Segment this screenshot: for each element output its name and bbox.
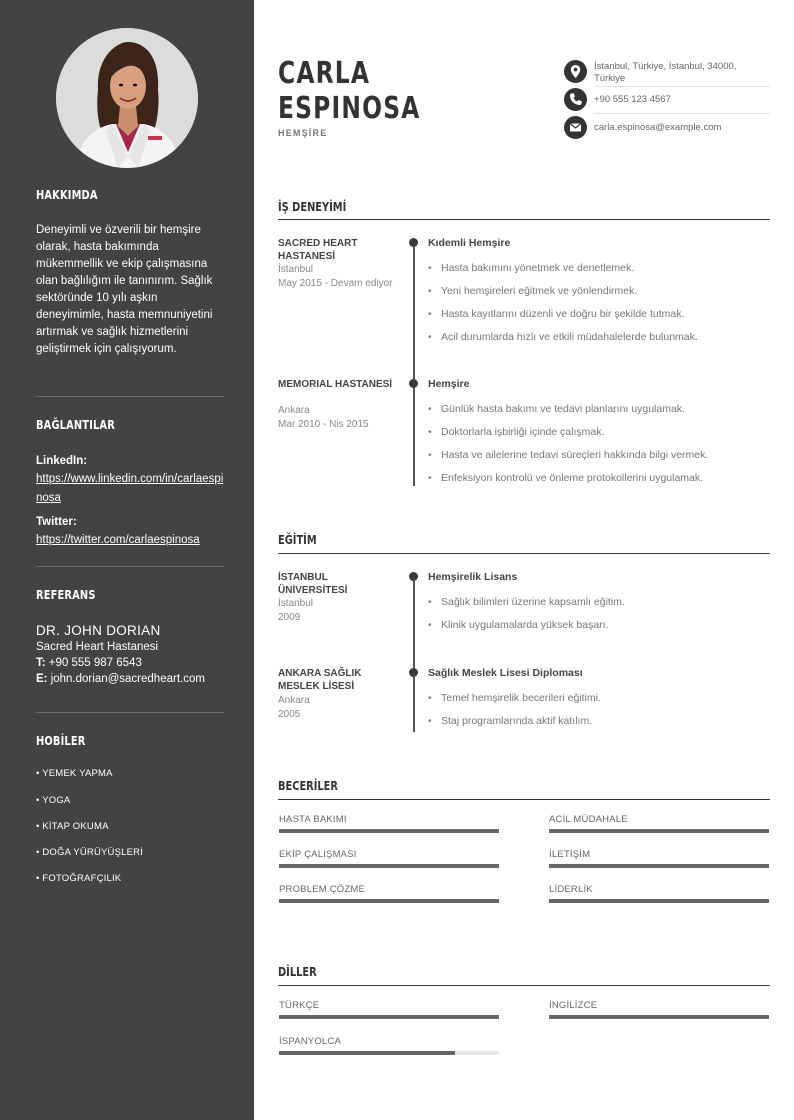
contact-address: İstanbul, Türkiye, İstanbul, 34000, Türkiye bbox=[594, 61, 737, 84]
language-bar-fill bbox=[549, 1015, 769, 1019]
experience-timeline bbox=[413, 242, 415, 486]
last-name: ESPINOSA bbox=[278, 91, 421, 126]
skill-label: EKİP ÇALIŞMASI bbox=[279, 849, 357, 860]
link-twitter bbox=[36, 515, 224, 549]
experience-dates: Mar 2010 - Nis 2015 bbox=[278, 419, 369, 430]
reference-org: Sacred Heart Hastanesi bbox=[36, 641, 159, 653]
reference-body bbox=[36, 622, 224, 687]
experience-bullet: • Acil durumlarda hızlı ve etkili müdahalelerde bulunmak. bbox=[428, 331, 698, 344]
reference-phone: +90 555 987 6543 bbox=[48, 657, 142, 669]
timeline-dot bbox=[409, 379, 418, 388]
contact-phone-row bbox=[564, 88, 770, 112]
reference-section bbox=[36, 588, 224, 602]
experience-bullet: • Hasta kayıtlarını düzenli ve doğru bir şekilde tutmak. bbox=[428, 308, 684, 321]
language-bar bbox=[279, 1015, 499, 1019]
education-heading: EĞİTİM bbox=[278, 533, 317, 547]
twitter-link[interactable]: https://twitter.com/carlaespinosa bbox=[36, 534, 200, 546]
experience-meta bbox=[278, 263, 396, 291]
education-bullet: • Sağlık bilimleri üzerine kapsamlı eğitim. bbox=[428, 596, 625, 609]
linkedin-label: LinkedIn: bbox=[36, 455, 88, 467]
skill-bar bbox=[549, 829, 769, 833]
skill-label: İLETİŞİM bbox=[549, 849, 591, 860]
experience-org: MEMORIAL HASTANESİ bbox=[278, 379, 393, 390]
skill-bar-fill bbox=[279, 829, 499, 833]
hobbies-heading: HOBİLER bbox=[36, 734, 86, 748]
education-location: İstanbul bbox=[278, 598, 314, 609]
education-rule bbox=[278, 553, 770, 554]
reference-heading: REFERANS bbox=[36, 588, 96, 602]
skill-bar-fill bbox=[549, 829, 769, 833]
about-text: Deneyimli ve özverili bir hemşire olarak, hasta bakımında mükemmellik ve ekip çalışmasına olan bağlılığım ile tanınırım. Sağlık sektöründe 10 yılı aşkın deneyimimle, hasta memnuniyetini artırmak ve sağlık hizmetlerini geliştirmek için çalışıyorum. bbox=[36, 224, 213, 355]
hobby-item: • FOTOĞRAFÇILIK bbox=[36, 873, 122, 884]
skill-label: HASTA BAKIMI bbox=[279, 814, 347, 825]
skill-bar-fill bbox=[549, 864, 769, 868]
language-label: TÜRKÇE bbox=[279, 1000, 320, 1011]
reference-email: john.dorian@sacredheart.com bbox=[50, 673, 205, 685]
language-label: İSPANYOLCA bbox=[279, 1036, 342, 1047]
experience-heading: İŞ DENEYİMİ bbox=[278, 200, 347, 214]
about-heading: HAKKIMDA bbox=[36, 188, 98, 202]
sidebar-divider bbox=[36, 712, 224, 713]
experience-bullet: • Doktorlarla işbirliği içinde çalışmak. bbox=[428, 426, 604, 439]
sidebar-divider bbox=[36, 396, 224, 397]
experience-bullet: • Günlük hasta bakımı ve tedavi planlarını uygulamak. bbox=[428, 403, 685, 416]
link-linkedin bbox=[36, 454, 224, 506]
twitter-label: Twitter: bbox=[36, 516, 77, 528]
first-name: CARLA bbox=[278, 56, 371, 91]
contact-email: carla.espinosa@example.com bbox=[594, 122, 722, 133]
hobbies-list bbox=[36, 768, 224, 898]
reference-phone-label: T: bbox=[36, 657, 46, 669]
education-bullet: • Klinik uygulamalarda yüksek başarı. bbox=[428, 619, 609, 632]
education-title: Hemşirelik Lisans bbox=[428, 571, 518, 583]
contact-address-row bbox=[564, 60, 770, 84]
about-section bbox=[36, 188, 224, 202]
hobby-item: • YEMEK YAPMA bbox=[36, 768, 113, 779]
experience-title: Kıdemli Hemşire bbox=[428, 237, 511, 249]
experience-dates: May 2015 - Devam ediyor bbox=[278, 278, 393, 289]
languages-rule bbox=[278, 985, 770, 986]
experience-title: Hemşire bbox=[428, 378, 470, 390]
experience-org: SACRED HEART HASTANESİ bbox=[278, 238, 358, 262]
education-meta bbox=[278, 694, 396, 722]
skill-label: LİDERLİK bbox=[549, 884, 593, 895]
sidebar bbox=[0, 0, 254, 1120]
envelope-icon bbox=[564, 116, 587, 139]
skill-label: PROBLEM ÇÖZME bbox=[279, 884, 365, 895]
contact-divider bbox=[594, 113, 770, 114]
languages-heading: DİLLER bbox=[278, 965, 317, 979]
experience-bullet: • Yeni hemşireleri eğitmek ve yönlendirmek. bbox=[428, 285, 637, 298]
education-title: Sağlık Meslek Lisesi Diploması bbox=[428, 667, 583, 679]
skill-label: ACİL MÜDAHALE bbox=[549, 814, 628, 825]
candidate-name bbox=[278, 56, 420, 126]
hobbies-section bbox=[36, 734, 224, 748]
education-bullet: • Temel hemşirelik becerileri eğitimi. bbox=[428, 692, 601, 705]
education-dates: 2005 bbox=[278, 709, 301, 720]
timeline-dot bbox=[409, 668, 418, 677]
links-section bbox=[36, 418, 224, 432]
skill-bar bbox=[549, 899, 769, 903]
experience-location: İstanbul bbox=[278, 264, 314, 275]
hobby-item: • KİTAP OKUMA bbox=[36, 821, 109, 832]
timeline-dot bbox=[409, 572, 418, 581]
language-label: İNGİLİZCE bbox=[549, 1000, 598, 1011]
profile-photo bbox=[56, 28, 198, 168]
sidebar-divider bbox=[36, 566, 224, 567]
education-meta bbox=[278, 597, 396, 625]
education-bullet: • Staj programlarında aktif katılım. bbox=[428, 715, 592, 728]
reference-phone-row bbox=[36, 655, 224, 671]
language-bar-fill bbox=[279, 1015, 499, 1019]
language-bar bbox=[549, 1015, 769, 1019]
reference-name: DR. JOHN DORIAN bbox=[36, 623, 161, 638]
experience-location: Ankara bbox=[278, 405, 310, 416]
contact-email-row bbox=[564, 116, 770, 140]
experience-meta bbox=[278, 404, 396, 432]
experience-bullet: • Hasta bakımını yönetmek ve denetlemek. bbox=[428, 262, 634, 275]
contact-phone: +90 555 123 4567 bbox=[594, 94, 671, 105]
phone-icon bbox=[564, 88, 587, 111]
skills-rule bbox=[278, 799, 770, 800]
education-dates: 2009 bbox=[278, 612, 301, 623]
reference-email-row bbox=[36, 671, 224, 687]
linkedin-link[interactable]: https://www.linkedin.com/in/carlaespinosa bbox=[36, 473, 224, 504]
education-org: İSTANBUL ÜNİVERSİTESİ bbox=[278, 572, 348, 596]
skill-bar bbox=[279, 899, 499, 903]
experience-bullet: • Enfeksiyon kontrolü ve önleme protokollerini uygulamak. bbox=[428, 472, 703, 485]
hobby-item: • DOĞA YÜRÜYÜŞLERİ bbox=[36, 847, 144, 858]
language-bar-fill bbox=[279, 1051, 455, 1055]
skill-bar bbox=[279, 864, 499, 868]
experience-rule bbox=[278, 219, 770, 220]
skill-bar bbox=[549, 864, 769, 868]
skill-bar-fill bbox=[279, 899, 499, 903]
links-heading: BAĞLANTILAR bbox=[36, 418, 115, 432]
profile-photo-illustration bbox=[56, 28, 198, 168]
skill-bar-fill bbox=[279, 864, 499, 868]
skills-heading: BECERİLER bbox=[278, 779, 338, 793]
about-body bbox=[36, 222, 224, 358]
contact-divider bbox=[594, 86, 770, 87]
education-location: Ankara bbox=[278, 695, 310, 706]
skill-bar bbox=[279, 829, 499, 833]
experience-bullet: • Hasta ve ailelerine tedavi süreçleri hakkında bilgi vermek. bbox=[428, 449, 708, 462]
map-pin-icon bbox=[564, 60, 587, 83]
language-bar bbox=[279, 1051, 499, 1055]
education-org: ANKARA SAĞLIK MESLEK LİSESİ bbox=[278, 668, 362, 692]
reference-email-label: E: bbox=[36, 673, 48, 685]
timeline-dot bbox=[409, 238, 418, 247]
education-timeline bbox=[413, 576, 415, 732]
skill-bar-fill bbox=[549, 899, 769, 903]
hobby-item: • YOGA bbox=[36, 795, 71, 806]
candidate-role: HEMŞİRE bbox=[278, 128, 328, 138]
